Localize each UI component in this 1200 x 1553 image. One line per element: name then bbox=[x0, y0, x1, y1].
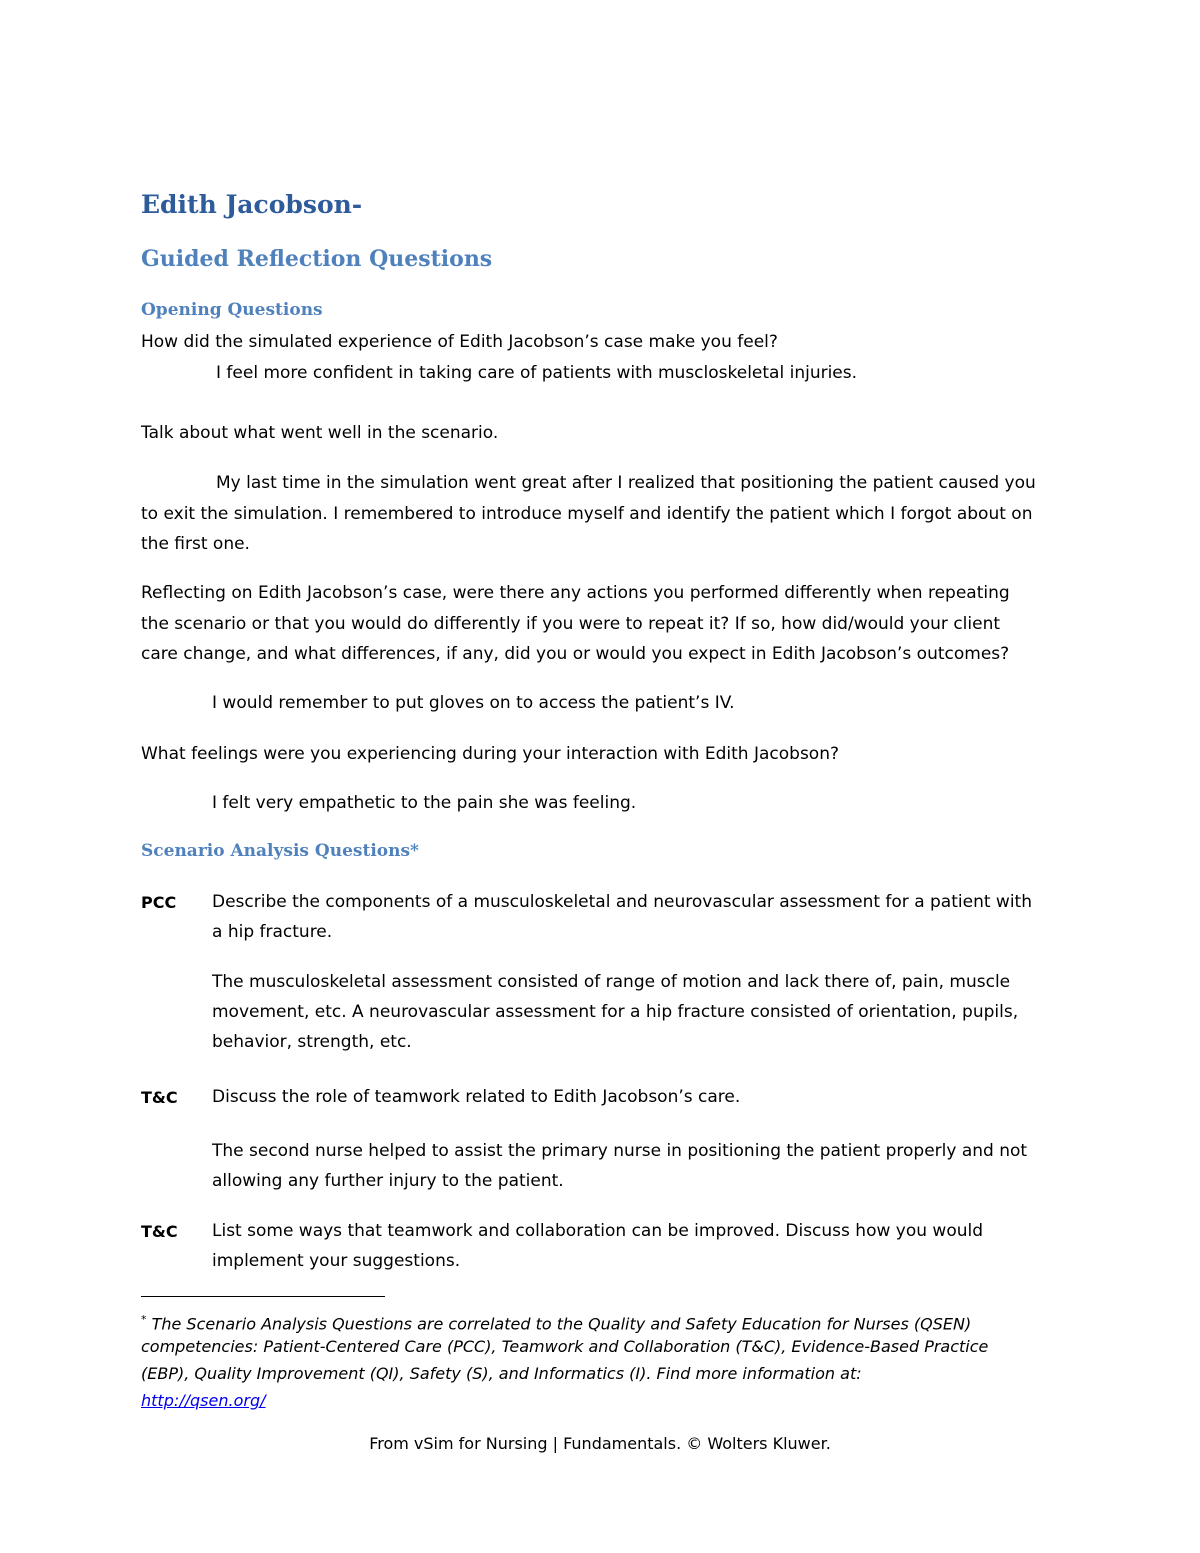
scenario-analysis-heading-text: Scenario Analysis Questions bbox=[141, 841, 411, 861]
page-footer: From vSim for Nursing | Fundamentals. © Wolters Kluwer. bbox=[369, 1434, 831, 1453]
opening-answer-3: I would remember to put gloves on to access the patient’s IV. bbox=[212, 693, 735, 713]
opening-answer-2-line-1: My last time in the simulation went great after I realized that positioning the patient caused you bbox=[216, 473, 1036, 493]
opening-answer-2-line-3: the first one. bbox=[141, 534, 250, 554]
opening-answer-2-line-2: to exit the simulation. I remembered to introduce myself and identify the patient which I forgot about on bbox=[141, 504, 1033, 524]
opening-question-3-line-3: care change, and what differences, if any, did you or would you expect in Edith Jacobson’s outcomes? bbox=[141, 644, 1010, 664]
footnote-line-3: (EBP), Quality Improvement (QI), Safety (S), and Informatics (I). Find more information at: bbox=[141, 1364, 862, 1383]
tc1-answer-line-2: allowing any further injury to the patient. bbox=[212, 1171, 564, 1191]
pcc-answer-line-1: The musculoskeletal assessment consisted of range of motion and lack there of, pain, muscle bbox=[212, 972, 1011, 992]
opening-question-2: Talk about what went well in the scenario. bbox=[141, 423, 499, 443]
pcc-question-line-2: a hip fracture. bbox=[212, 922, 333, 942]
opening-question-3-line-2: the scenario or that you would do differently if you were to repeat it? If so, how did/would your client bbox=[141, 614, 1001, 634]
opening-question-3-line-1: Reflecting on Edith Jacobson’s case, were there any actions you performed differently when repeating bbox=[141, 583, 1010, 603]
pcc-answer-line-3: behavior, strength, etc. bbox=[212, 1032, 412, 1052]
qsen-link[interactable]: http://qsen.org/ bbox=[141, 1391, 266, 1410]
document-title: Edith Jacobson- bbox=[141, 190, 363, 219]
footnote-reference-mark: * bbox=[410, 841, 419, 861]
footnote-line-4 bbox=[141, 1387, 266, 1414]
footnote-text-line-1: The Scenario Analysis Questions are correlated to the Quality and Safety Education for Nurses (QSEN) bbox=[146, 1314, 972, 1334]
pcc-answer-line-2: movement, etc. A neurovascular assessment for a hip fracture consisted of orientation, pupils, bbox=[212, 1002, 1019, 1022]
document-subtitle: Guided Reflection Questions bbox=[141, 246, 493, 272]
tc1-question-line-1: Discuss the role of teamwork related to Edith Jacobson’s care. bbox=[212, 1087, 741, 1107]
tc2-question-line-2: implement your suggestions. bbox=[212, 1251, 461, 1271]
footnote-line-2: competencies: Patient-Centered Care (PCC), Teamwork and Collaboration (T&C), Evidence-Based Practice bbox=[141, 1337, 989, 1356]
pcc-question-line-1: Describe the components of a musculoskeletal and neurovascular assessment for a patient with bbox=[212, 892, 1032, 912]
item-label-pcc: PCC bbox=[141, 893, 177, 912]
opening-answer-4: I felt very empathetic to the pain she was feeling. bbox=[212, 793, 637, 813]
scenario-analysis-heading bbox=[141, 841, 419, 861]
tc1-answer-line-1: The second nurse helped to assist the primary nurse in positioning the patient properly and not bbox=[212, 1141, 1028, 1161]
opening-question-4: What feelings were you experiencing during your interaction with Edith Jacobson? bbox=[141, 744, 839, 764]
item-label-tc-1: T&C bbox=[141, 1088, 178, 1107]
tc2-question-line-1: List some ways that teamwork and collaboration can be improved. Discuss how you would bbox=[212, 1221, 984, 1241]
item-label-tc-2: T&C bbox=[141, 1222, 178, 1241]
footnote-separator bbox=[141, 1296, 385, 1297]
opening-question-1: How did the simulated experience of Edith Jacobson’s case make you feel? bbox=[141, 332, 778, 352]
opening-answer-1: I feel more confident in taking care of patients with muscloskeletal injuries. bbox=[216, 363, 858, 383]
opening-questions-heading: Opening Questions bbox=[141, 300, 323, 320]
footnote-mark: * bbox=[141, 1313, 147, 1326]
